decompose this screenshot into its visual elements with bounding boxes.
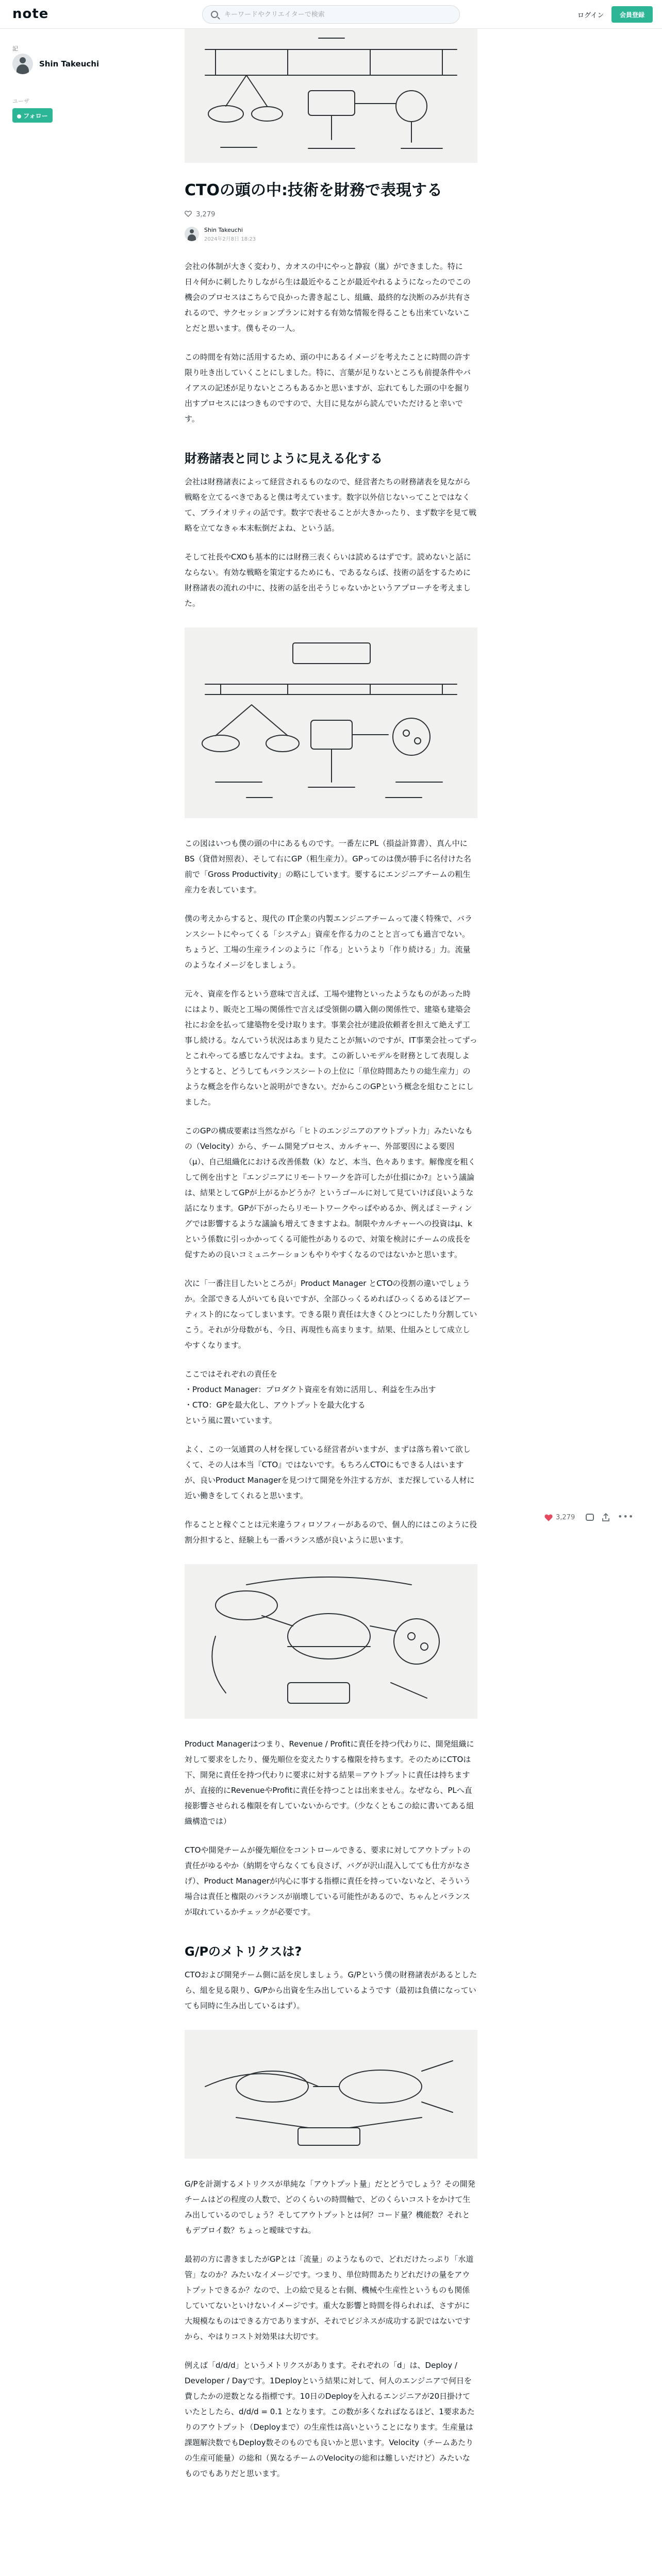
like-row[interactable] xyxy=(185,210,477,221)
heart-icon[interactable] xyxy=(544,1514,553,1522)
more-options-icon[interactable]: ••• xyxy=(618,1512,634,1521)
paragraph: 会社の体制が大きく変わり、カオスの中にやっと静寂（嵐）ができました。特に日々何かに刺したりしながら生は最近やることが最近やれるようになったのでこの機会のプロセスはこちらで良かった書き起こし、組織、最終的な決断のみが共有されるので、サクセッションプランに対する有効な情報を得ることも出来ていないことだと思います。僕もその一人。 xyxy=(185,262,471,333)
paragraph: CTOや開発チームが優先順位をコントロールできる、要求に対してアウトプットの責任がゆるやか（納期を守らなくても良さげ、バグが沢山混入してても仕方がなさげ）、Product Managerが内心に事する指標に責任を持っていないなど、そういう場合は責任と権限のバランスが崩壊している可能性があるので、ちゃんとバランスが取れているかチェックが必要です。 xyxy=(185,1845,471,1917)
paragraph: 会社は財務諸表によって経営されるものなので、経営者たちの財務諸表を見ながら戦略を立てるべきであると僕は考えています。数字以外信じないってことではなくて、ブライオリティの話です。数字で表せることが大きかったり、まず数字を見て戦略を立てなきゃ本末転倒だよね、という話。 xyxy=(185,477,477,533)
share-icon[interactable] xyxy=(601,1513,610,1522)
paragraph: このGPの構成要素は当然ながら「ヒトのエンジニアのアウトプット力」みたいなもの（Velocity）から、チーム開発プロセス、カルチャー、外部要因による要因（μ）、自己組織化における改善係数（k）など、本当、色々あります。解像度を粗くして例を出すと『エンジニアにリモートワークを許可したが仕損にか?』という議論は、結果としてGPが上がるかどうか？というゴールに対して見ていけば良いような話になります。GPが下がったらリモートワークやっぱやめるか、例えばミーティングでは影響するような議論も増えてきますよね。制限やカルチャーへの投資はμ、kという係数に引っかかってくる可能性がありるので、対策を検討にチームの成長を促すための良いコミュニケーションもやりやすくなるのではないかと思います。 xyxy=(185,1126,476,1259)
paragraph: ここではそれぞれの責任を ・Product Manager：プロダクト資産を有効に活用し、利益を生み出す ・CTO：GPを最大化し、アウトプットを最大化する という風に置いています。 xyxy=(185,1369,436,1425)
article-title: CTOの頭の中:技術を財務で表現する xyxy=(185,181,442,199)
paragraph: 元々、資産を作るという意味で言えば、工場や建物といったようなものがあった時にはより、販売と工場の関係性で言えば受領側の購入側の関係性で、建築も建築会社にお金を払って建築物を受け取ります。事業会社が建設依頼者を担えて絶えず工事し続ける。なんていう状況はあまり見たことが無いのですが、IT事業会社ってずっとこれやってる感じなんですよね。ます。この新しいモデルを財務として表現しようとすると、どうしてもバランスシートの上位に「単位時間あたりの総生産力」のような概念を作らないと説明ができない。だからこのGPという概念を組むことにしました。 xyxy=(185,989,477,1107)
paragraph: そして社長やCXOも基本的には財務三表くらいは読めるはずです。読めないと話にならない。有効な戦略を策定するためにも、であるならば、技術の話をするために財務諸表の流れの中に、技術の話を出そうじゃないかというアプローチを考えました。 xyxy=(185,552,471,608)
financial-statements-sketch-image xyxy=(185,628,477,818)
comment-icon[interactable] xyxy=(586,1514,594,1521)
user-plus-icon xyxy=(17,114,21,118)
creator-name[interactable]: Shin Takeuchi xyxy=(39,59,100,69)
login-link[interactable]: ログイン xyxy=(577,12,604,20)
hero-sketch-image xyxy=(185,29,477,163)
gp-metrics-sketch-image xyxy=(185,2030,477,2159)
whiteboard-diagram-icon xyxy=(185,29,477,163)
creator-subtitle: ユーザ xyxy=(12,98,29,105)
author-name[interactable]: Shin Takeuchi xyxy=(204,227,243,233)
avatar-head-shape xyxy=(190,229,194,233)
paragraph: 最初の方に書きましたがGPとは「流量」のようなもので、どれだけたっぷり「水道管」なのか？みたいなイメージです。つまり、単位時間あたりどれだけの量をアウトプットできるか？なので、上の絵で見ると右側、機械や生産性というものも関係していてないといけないイメージです。重大な影響と時間を得られれば、さすがに大規模なものはできる方でありますが、それでビジネスが成功する訳ではないですから、やはりコスト対効果は大切です。 xyxy=(185,2255,474,2341)
creator-sidebar xyxy=(12,44,115,120)
like-count: 3,279 xyxy=(196,211,216,218)
search-box[interactable] xyxy=(202,5,460,24)
publish-date: 2024年2月8日 18:23 xyxy=(204,236,256,242)
search-icon xyxy=(211,11,218,18)
roles-sketch-image xyxy=(185,1564,477,1719)
follow-button[interactable] xyxy=(12,108,53,123)
paragraph: この図はいつも僕の頭の中にあるものです。一番左にPL（損益計算書）、真ん中にBS（貸借対照表）、そして右にGP（粗生産力）。GPってのは僕が勝手に名付けた名前で「Gross Productivity」の略にしています。要するにエンジニアチームの粗生産力を表しています。 xyxy=(185,839,471,894)
paragraph: 僕の考えからすると、現代の IT企業の内製エンジニアチームって凄く特殊で、バランスシートにやってくる「システム」資産を作る力のことと言っても過言でない。ちょうど、工場の生産ラインのように「作る」というより「作り続ける」力。流量のようなイメージをしましょう。 xyxy=(185,914,472,970)
paragraph: CTOおよび開発チーム側に話を戻しましょう。G/Pという僕の財務諸表があるとしたら、組を見る限り、G/Pから出資を生み出しているようです（最初は負債になっていても同時に生み出しているはず）。 xyxy=(185,1970,477,2010)
sidebar-label: 記 xyxy=(12,45,18,52)
paragraph: 作ることと稼ぐことは元来違うフィロソフィーがあるので、個人的にはこのように役割分担すると、経験上も一番バランス感が良いように思います。 xyxy=(185,1520,477,1545)
floating-like-count: 3,279 xyxy=(556,1514,575,1521)
top-bar xyxy=(0,0,662,29)
author-avatar[interactable] xyxy=(185,227,199,241)
floating-actions xyxy=(544,1511,637,1526)
byline xyxy=(185,226,477,242)
whiteboard-diagram-icon xyxy=(185,628,477,818)
paragraph: 次に「一番注目したいところが」Product Manager とCTOの役割の違いでしょうか。全部できる人がいても良いですが、全部ひっくるめればひっくるめるほどアーティスト的になってしまいます。できる限り責任は大きくひとつにしたり分割していこう。それが分母数がも、今日、再現性も高まります。結果、仕組みとして成立しやすくなります。 xyxy=(185,1279,477,1350)
note-logo[interactable]: note xyxy=(12,6,49,22)
creator-profile[interactable] xyxy=(12,54,115,74)
avatar-body-shape xyxy=(16,64,29,74)
heart-icon[interactable] xyxy=(185,210,192,217)
paragraph: Product Managerはつまり、Revenue / Profitに責任を持つ代わりに、開発組織に対して要求をしたり、優先順位を変えたりする権限を持ちます。そのためにCTOは下、開発に責任を持つ代わりに要求に対する結果＝アウトプットに責任は持ちますが、直接的にRevenueやProfitに責任を持つことは出来ません。なぜなら、PLへ直接影響させられる権限を有していないからです。（少なくともこの絵に書いてある組織構造では） xyxy=(185,1739,474,1826)
search-input[interactable] xyxy=(224,9,451,20)
article xyxy=(185,29,477,2481)
avatar-head-shape xyxy=(20,57,26,63)
paragraph: よく、この一気通貫の人材を探している経営者がいますが、まずは落ち着いて欲しくて、その人は本当『CTO』ではないです。もちろんCTOにもできる人はいますが、良いProduct Managerを見つけて開発を外注する方が、まだ探している人材に近い働きをしてくれると思います。 xyxy=(185,1445,475,1500)
whiteboard-diagram-icon xyxy=(185,1564,477,1719)
avatar-body-shape xyxy=(188,234,196,241)
section-heading: 財務諸表と同じように見える化する xyxy=(185,451,383,466)
paragraph: G/Pを計測するメトリクスが単純な「アウトプット量」だとどうでしょう？その開発チームはどの程度の人数で、どのくらいの時間軸で、どのくらいコストをかけて生み出しているのでしょう？そしてアウトプットとは何？コード量？機能数？それともデプロイ数？ちょっと曖昧ですね。 xyxy=(185,2179,475,2235)
avatar[interactable] xyxy=(12,54,33,74)
signup-button[interactable]: 会員登録 xyxy=(611,6,653,23)
paragraph: 例えば「d/d/d」というメトリクスがあります。それぞれの「d」は、Deploy / Developer / Dayです。1Deployという結果に対して、何人のエンジニアで何日を費したかの逆数となる指標です。10日のDeployを入れるエンジニアが20日掛けていたとしたら、d/d/d = 0.1 となります。この数が多くなればなるほど、1要求あたりのアウトプット（Deployまで）の生産性は高いということになります。生産量は課題解決数でもDeploy数そのものでも良いかと思います。Velocity（チームあたりの生産可能量）の総和（異なるチームのVelocityの総和は難しいだけど）みたいなものでもありだと思います。 xyxy=(185,2361,475,2478)
whiteboard-diagram-icon xyxy=(185,2030,477,2159)
follow-label: フォロー xyxy=(23,112,48,120)
paragraph: この時間を有効に活用するため、頭の中にあるイメージを考えたことに時間の許す限り吐き出していくことにしました。特に、言葉が足りないところも前提条件やバイアスの記述が足りないところもあるかと思いますが、忘れてもした頭の中を掘り出すプロセスにはつきものですので、大目に見ながら読んでいただけると幸いです。 xyxy=(185,352,471,423)
section-heading: G/Pのメトリクスは? xyxy=(185,1944,302,1959)
